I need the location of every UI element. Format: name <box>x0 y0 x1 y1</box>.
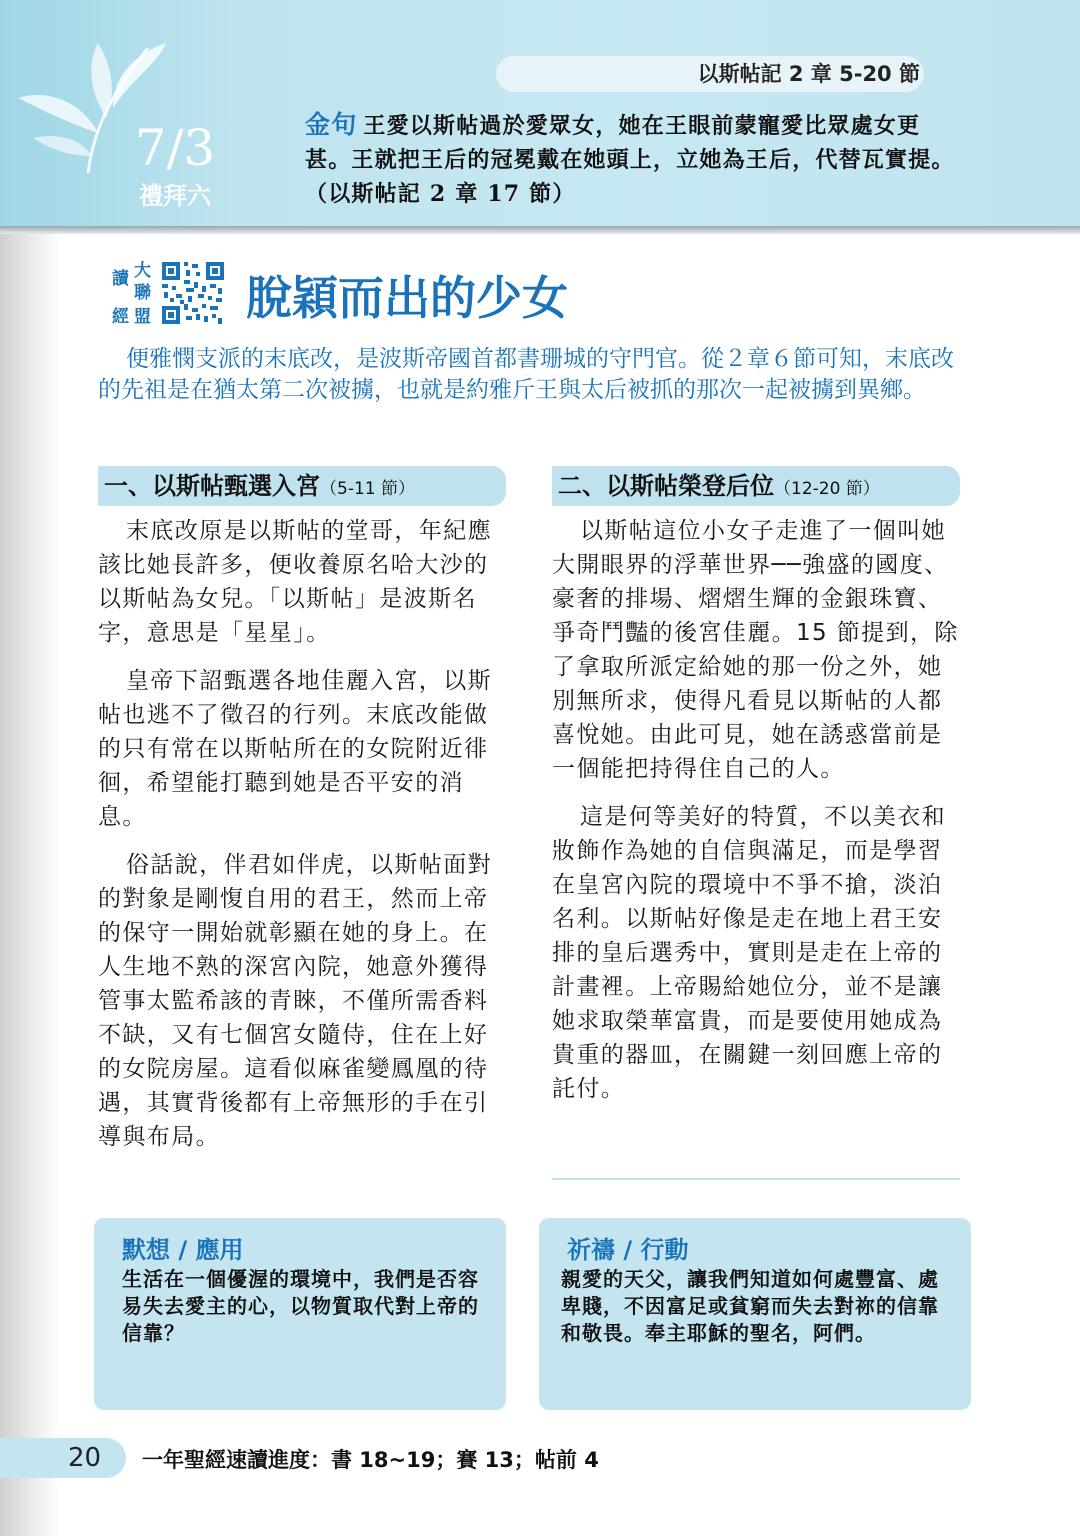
page-title: 脫穎而出的少女 <box>246 271 568 325</box>
reading-progress: 一年聖經速讀進度：書 18~19；賽 13；帖前 4 <box>142 1448 599 1472</box>
qr-caption-char: 大 <box>134 261 151 281</box>
golden-verse-text: 王愛以斯帖過於愛眾女，她在王眼前蒙寵愛比眾處女更甚。王就把王后的冠冕戴在她頭上，立她為王后，代替瓦實提。（以斯帖記 2 章 17 節） <box>305 113 955 207</box>
section-1-title: 一、以斯帖甄選入宮 <box>104 472 320 500</box>
prayer-box <box>539 1218 971 1410</box>
scripture-ref: 以斯帖記 2 章 5-20 節 <box>697 62 920 86</box>
section-1-body <box>98 514 508 1168</box>
qr-caption-char: 聯 <box>134 283 151 303</box>
qr-caption-char: 盟 <box>134 307 151 327</box>
qr-caption-char: 讀 <box>112 269 129 289</box>
paragraph: 以斯帖這位小女子走進了一個叫她大開眼界的浮華世界──強盛的國度、豪奢的排場、熠熠生輝的金銀珠寶、爭奇鬥豔的後宮佳麗。15 節提到，除了拿取所派定給她的那一份之外，她別無所求，使得凡看見以斯帖的人都喜悅她。由此可見，她在誘惑當前是一個能把持得住自己的人。 <box>552 518 959 782</box>
qr-caption-char: 經 <box>112 307 129 327</box>
date: 7/3 <box>134 119 216 177</box>
section-1-header <box>98 466 506 506</box>
golden-verse <box>305 108 965 211</box>
meditation-title: 默想 / 應用 <box>122 1236 244 1264</box>
qr-caption <box>112 262 162 328</box>
header-band <box>0 0 1080 228</box>
paragraph: 這是何等美好的特質，不以美衣和妝飾作為她的自信與滿足，而是學習在皇宮內院的環境中不爭不搶，淡泊名利。以斯帖好像是走在地上君王安排的皇后選秀中，實則是走在上帝的計畫裡。上帝賜給她位分，並不是讓她求取榮華富貴，而是要使用她成為貴重的器皿，在關鍵一刻回應上帝的託付。 <box>552 804 946 1102</box>
column-divider <box>552 1178 960 1180</box>
weekday: 禮拜六 <box>139 182 211 210</box>
header-divider <box>0 226 1080 234</box>
prayer-body: 親愛的天父，讓我們知道如何處豐富、處卑賤，不因富足或貧窮而失去對祢的信靠和敬畏。奉主耶穌的聖名，阿們。 <box>561 1267 939 1345</box>
golden-verse-label: 金句 <box>305 110 358 139</box>
intro-paragraph: 便雅憫支派的末底改，是波斯帝國首都書珊城的守門官。從２章６節可知，末底改的先祖是在猶太第二次被擄，也就是約雅斤王與太后被抓的那次一起被擄到異鄉。 <box>98 346 954 403</box>
section-2-ref: （12-20 節） <box>774 479 880 499</box>
section-2-title: 二、以斯帖榮登后位 <box>558 472 774 500</box>
page-number-pill <box>0 1438 126 1478</box>
meditation-box <box>94 1218 506 1410</box>
prayer-title: 祈禱 / 行動 <box>567 1236 689 1264</box>
paragraph: 俗話說，伴君如伴虎，以斯帖面對的對象是剛愎自用的君王，然而上帝的保守一開始就彰顯在她的身上。在人生地不熟的深宮內院，她意外獲得管事太監希該的青睞，不僅所需香料不缺，又有七個宮女隨侍，住在上好的女院房屋。這看似麻雀變鳳凰的待遇，其實背後都有上帝無形的手在引導與布局。 <box>98 852 492 1150</box>
section-2-header <box>552 466 960 506</box>
page-number: 20 <box>68 1443 102 1473</box>
qr-code[interactable] <box>160 260 226 326</box>
paragraph: 末底改原是以斯帖的堂哥，年紀應該比她長許多，便收養原名哈大沙的以斯帖為女兒。「以斯帖」是波斯名字，意思是「星星」。 <box>98 518 492 646</box>
meditation-body: 生活在一個優渥的環境中，我們是否容易失去愛主的心，以物質取代對上帝的信靠？ <box>122 1267 479 1345</box>
paragraph: 皇帝下詔甄選各地佳麗入宮，以斯帖也逃不了徵召的行列。末底改能做的只有常在以斯帖所在的女院附近徘徊，希望能打聽到她是否平安的消息。 <box>98 668 492 830</box>
section-2-body <box>552 514 962 1120</box>
section-1-ref: （5-11 節） <box>320 479 415 499</box>
